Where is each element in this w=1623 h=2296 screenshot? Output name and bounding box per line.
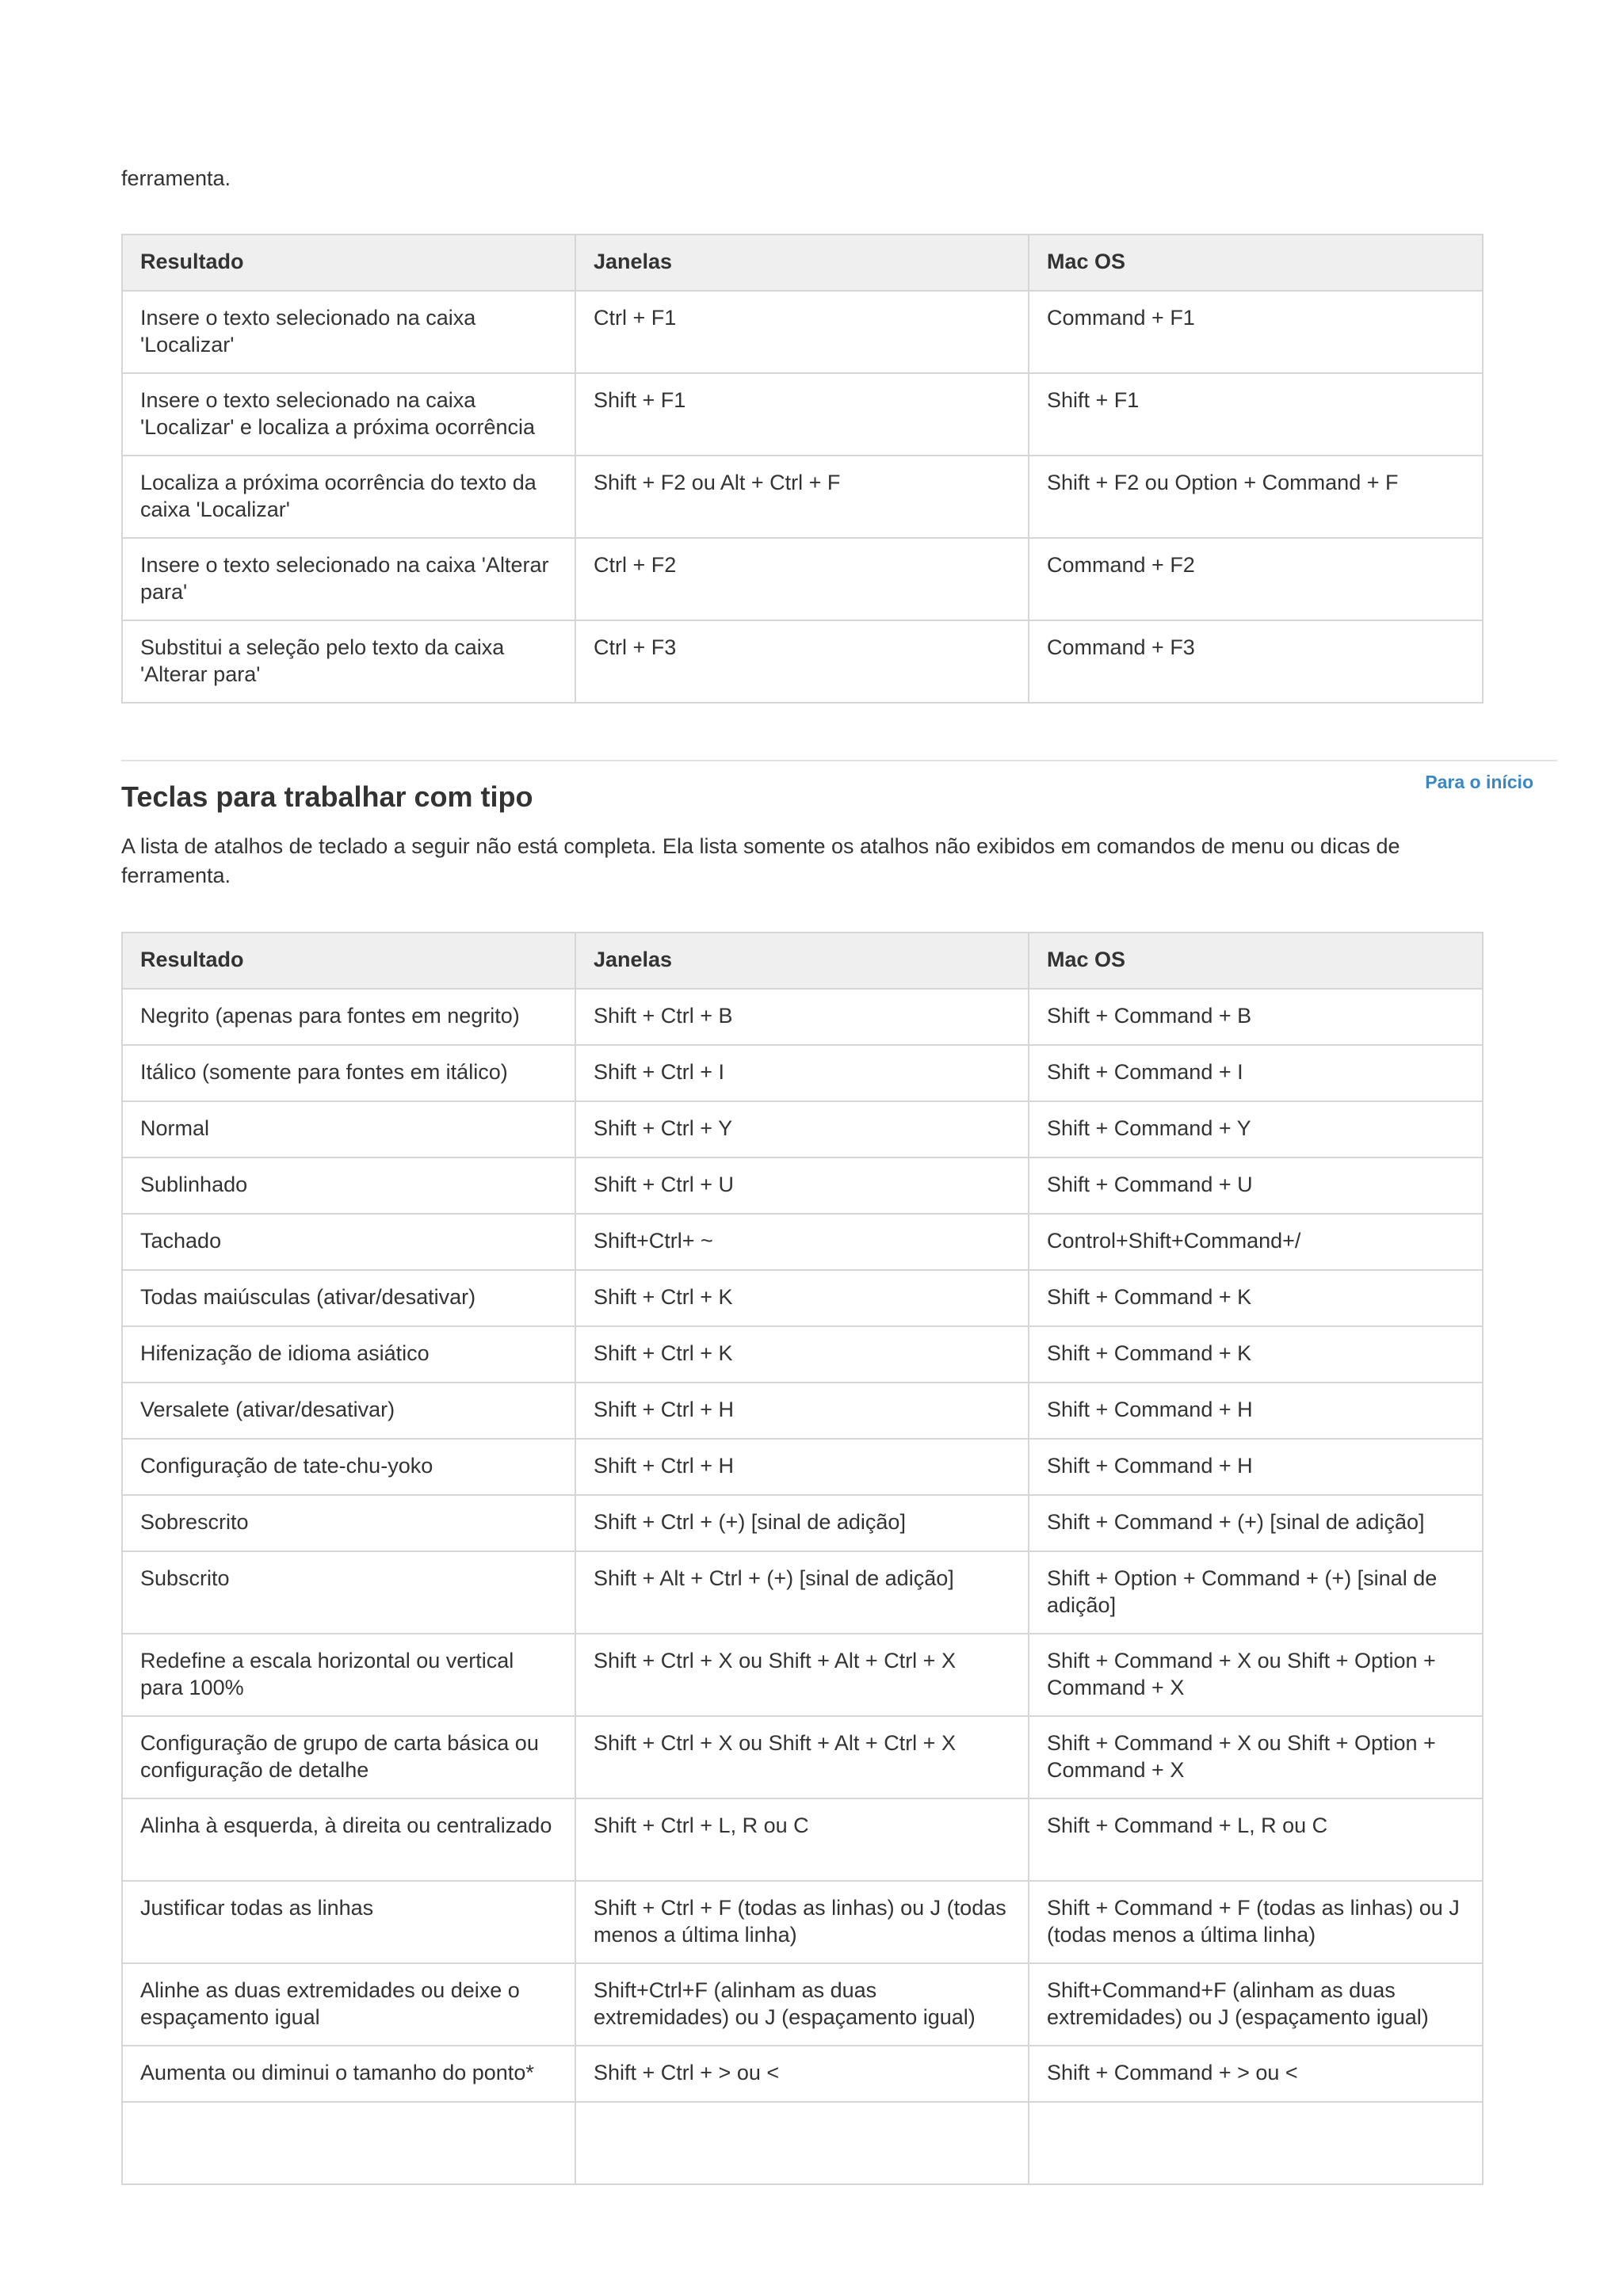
table-header-row [122,933,1483,989]
cell-result: Hifenização de idioma asiático [122,1326,575,1383]
cell-result: Normal [122,1101,575,1158]
cell-result: Redefine a escala horizontal ou vertical para 100% [122,1634,575,1716]
cell-windows: Shift + Ctrl + U [575,1158,1029,1214]
column-header-result: Resultado [122,933,575,989]
cell-macos: Shift+Command+F (alinham as duas extremidades) ou J (espaçamento igual) [1029,1963,1483,2046]
cell-windows: Shift + Ctrl + X ou Shift + Alt + Ctrl + X [575,1634,1029,1716]
cell-windows: Shift + F1 [575,373,1029,456]
cell-result: Itálico (somente para fontes em itálico) [122,1045,575,1101]
cell-windows: Shift + Ctrl + X ou Shift + Alt + Ctrl + X [575,1716,1029,1798]
table-row [122,1045,1483,1101]
cell-windows: Shift + Alt + Ctrl + (+) [sinal de adição] [575,1551,1029,1634]
table-row [122,1158,1483,1214]
table-row [122,1716,1483,1798]
cell-windows: Shift + Ctrl + B [575,989,1029,1045]
cell-result: Substitui a seleção pelo texto da caixa 'Alterar para' [122,620,575,703]
table-row [122,291,1483,373]
table-header-row [122,235,1483,291]
cell-result: Insere o texto selecionado na caixa 'Localizar' [122,291,575,373]
cell-macos: Shift + Command + H [1029,1383,1483,1439]
section-title: Teclas para trabalhar com tipo [121,780,533,813]
cell-macos: Shift + F1 [1029,373,1483,456]
cell-empty [122,2102,575,2184]
cell-result: Aumenta ou diminui o tamanho do ponto* [122,2046,575,2102]
table-row [122,620,1483,703]
table-row [122,1495,1483,1551]
cell-windows: Shift + Ctrl + L, R ou C [575,1798,1029,1881]
table-row [122,538,1483,620]
table-row [122,1214,1483,1270]
table-row [122,2046,1483,2102]
column-header-result: Resultado [122,235,575,291]
table-row [122,1439,1483,1495]
cell-windows: Shift + Ctrl + I [575,1045,1029,1101]
cell-windows: Shift + Ctrl + K [575,1326,1029,1383]
cell-result: Todas maiúsculas (ativar/desativar) [122,1270,575,1326]
cell-macos: Command + F1 [1029,291,1483,373]
cell-macos: Shift + Command + K [1029,1326,1483,1383]
cell-result: Versalete (ativar/desativar) [122,1383,575,1439]
cell-macos: Command + F3 [1029,620,1483,703]
cell-result: Sobrescrito [122,1495,575,1551]
table-row [122,1963,1483,2046]
cell-windows: Shift + Ctrl + K [575,1270,1029,1326]
cell-result: Alinha à esquerda, à direita ou centralizado [122,1798,575,1881]
cell-macos: Shift + Command + K [1029,1270,1483,1326]
table-row [122,456,1483,538]
section-divider [121,760,1557,761]
table-row [122,1798,1483,1881]
column-header-windows: Janelas [575,933,1029,989]
cell-windows: Ctrl + F3 [575,620,1029,703]
table-row [122,1881,1483,1963]
cell-windows: Shift + Ctrl + H [575,1439,1029,1495]
cell-result: Negrito (apenas para fontes em negrito) [122,989,575,1045]
cell-result: Tachado [122,1214,575,1270]
cell-macos: Control+Shift+Command+/ [1029,1214,1483,1270]
cell-macos: Shift + Command + L, R ou C [1029,1798,1483,1881]
cell-windows: Shift + F2 ou Alt + Ctrl + F [575,456,1029,538]
table-row [122,989,1483,1045]
table-row [122,1383,1483,1439]
cell-result: Insere o texto selecionado na caixa 'Localizar' e localiza a próxima ocorrência [122,373,575,456]
cell-macos: Shift + Command + F (todas as linhas) ou J (todas menos a última linha) [1029,1881,1483,1963]
cell-windows: Shift + Ctrl + H [575,1383,1029,1439]
intro-text-tail: ferramenta. [121,166,231,190]
cell-windows: Shift + Ctrl + (+) [sinal de adição] [575,1495,1029,1551]
cell-macos: Shift + Command + I [1029,1045,1483,1101]
section-description: A lista de atalhos de teclado a seguir não está completa. Ela lista somente os atalhos não exibidos em comandos de menu ou dicas de ferramenta. [121,834,1400,887]
cell-empty [1029,2102,1483,2184]
cell-result: Configuração de grupo de carta básica ou configuração de detalhe [122,1716,575,1798]
cell-windows: Shift + Ctrl + > ou < [575,2046,1029,2102]
cell-macos: Command + F2 [1029,538,1483,620]
cell-macos: Shift + F2 ou Option + Command + F [1029,456,1483,538]
table-row [122,1326,1483,1383]
cell-windows: Ctrl + F1 [575,291,1029,373]
cell-empty [575,2102,1029,2184]
cell-macos: Shift + Command + H [1029,1439,1483,1495]
column-header-macos: Mac OS [1029,235,1483,291]
shortcuts-table-find-change [121,234,1484,704]
cell-macos: Shift + Option + Command + (+) [sinal de adição] [1029,1551,1483,1634]
table-row [122,373,1483,456]
column-header-windows: Janelas [575,235,1029,291]
column-header-macos: Mac OS [1029,933,1483,989]
table-row [122,1634,1483,1716]
cell-windows: Shift + Ctrl + F (todas as linhas) ou J (todas menos a última linha) [575,1881,1029,1963]
cell-result: Insere o texto selecionado na caixa 'Alterar para' [122,538,575,620]
cell-result: Alinhe as duas extremidades ou deixe o espaçamento igual [122,1963,575,2046]
cell-macos: Shift + Command + U [1029,1158,1483,1214]
shortcuts-table-type [121,932,1484,2185]
cell-macos: Shift + Command + Y [1029,1101,1483,1158]
cell-windows: Shift + Ctrl + Y [575,1101,1029,1158]
table-row [122,1551,1483,1634]
table-row [122,1101,1483,1158]
table-row-cut-off [122,2102,1483,2184]
cell-windows: Shift+Ctrl+ ~ [575,1214,1029,1270]
cell-windows: Shift+Ctrl+F (alinham as duas extremidades) ou J (espaçamento igual) [575,1963,1029,2046]
cell-result: Configuração de tate-chu-yoko [122,1439,575,1495]
cell-windows: Ctrl + F2 [575,538,1029,620]
table-row [122,1270,1483,1326]
cell-macos: Shift + Command + X ou Shift + Option + Command + X [1029,1634,1483,1716]
back-to-top-link[interactable]: Para o início [1425,772,1533,792]
cell-result: Justificar todas as linhas [122,1881,575,1963]
cell-macos: Shift + Command + B [1029,989,1483,1045]
cell-result: Localiza a próxima ocorrência do texto da caixa 'Localizar' [122,456,575,538]
cell-result: Subscrito [122,1551,575,1634]
cell-macos: Shift + Command + (+) [sinal de adição] [1029,1495,1483,1551]
cell-macos: Shift + Command + > ou < [1029,2046,1483,2102]
cell-macos: Shift + Command + X ou Shift + Option + Command + X [1029,1716,1483,1798]
cell-result: Sublinhado [122,1158,575,1214]
